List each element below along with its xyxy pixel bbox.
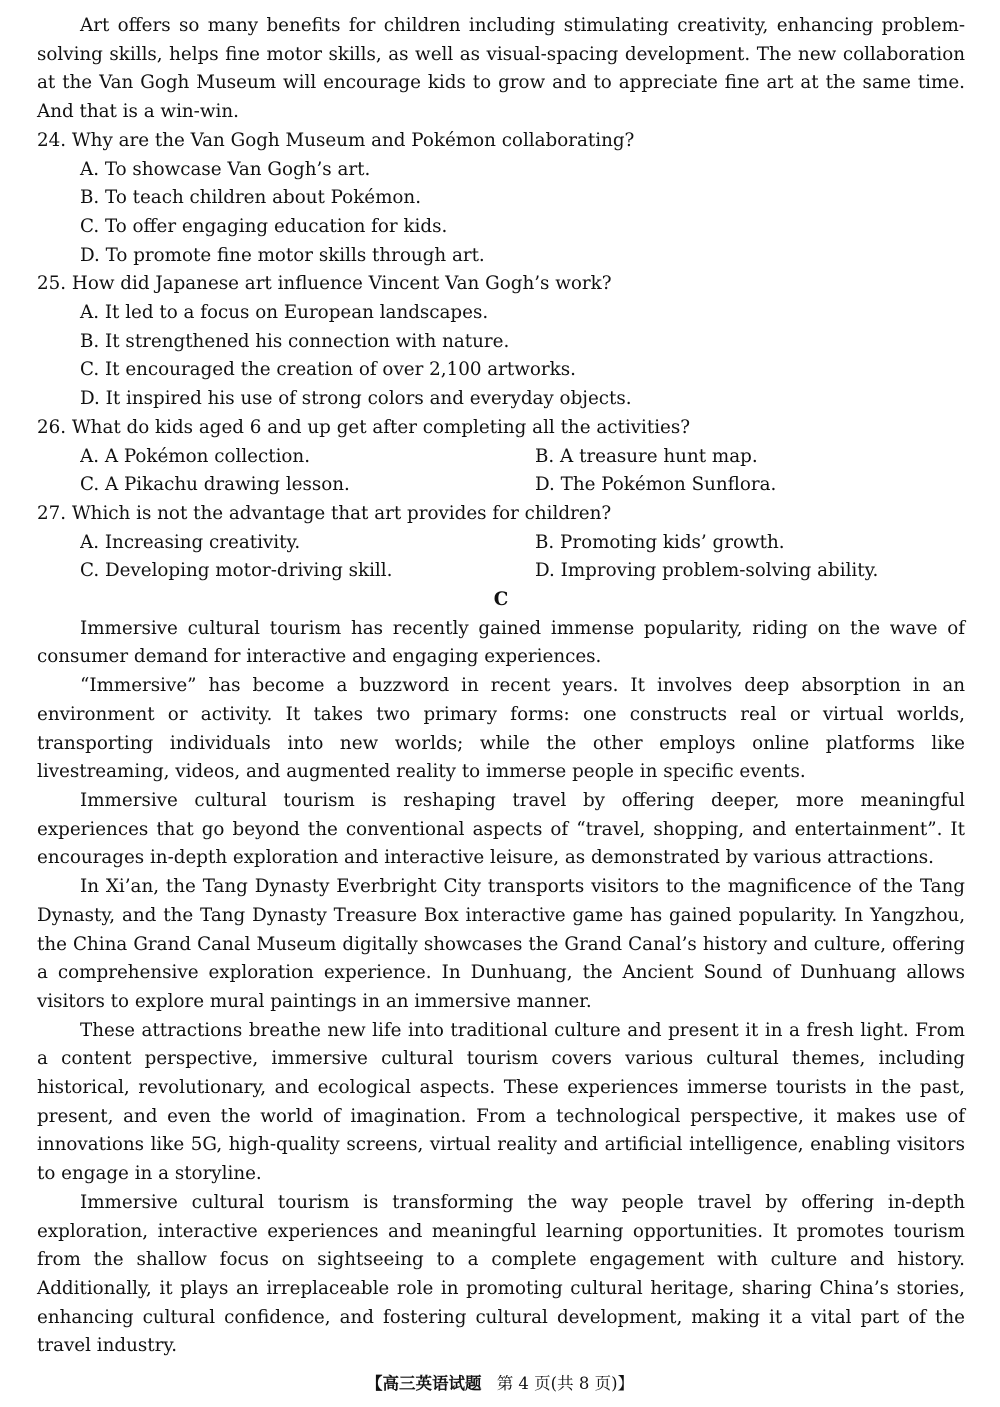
option-c: C. It encouraged the creation of over 2,100 artworks. (80, 359, 576, 381)
option-c: C. Developing motor-driving skill. (80, 560, 393, 582)
question-stem: 24. Why are the Van Gogh Museum and Pokémon collaborating? (37, 129, 635, 151)
option-a: A. A Pokémon collection. (80, 445, 311, 467)
option-d: D. The Pokémon Sunflora. (535, 474, 777, 496)
option-b: B. It strengthened his connection with nature. (80, 330, 510, 352)
section-c-paragraph: Immersive cultural tourism is reshaping travel by offering deeper, more meaningful experiences that go beyond the conventional aspects of “travel, shopping, and entertainment”. It encourages in-depth exploration and interactive leisure, as demonstrated by various attractions. (37, 789, 965, 869)
option-c: C. A Pikachu drawing lesson. (80, 474, 350, 496)
question-stem: 26. What do kids aged 6 and up get after completing all the activities? (37, 416, 691, 438)
option-a: A. It led to a focus on European landscapes. (80, 302, 489, 324)
section-c-paragraph: Immersive cultural tourism has recently gained immense popularity, riding on the wave of consumer demand for interactive and engaging experiences. (37, 617, 965, 668)
option-b: B. Promoting kids’ growth. (535, 531, 785, 553)
option-c: C. To offer engaging education for kids. (80, 215, 448, 237)
question-stem: 25. How did Japanese art influence Vincent Van Gogh’s work? (37, 273, 612, 295)
section-c-paragraph: Immersive cultural tourism is transforming the way people travel by offering in-depth exploration, interactive experiences and meaningful learning opportunities. It promotes tourism from the shallow focus on sightseeing to a complete engagement with culture and history. Additionally, it plays an irreplaceable role in promoting cultural heritage, sharing China’s stories, enhancing cultural confidence, and fostering cultural development, making it a vital part of the travel industry. (37, 1191, 965, 1357)
passage-b-ending-paragraph: Art offers so many benefits for children including stimulating creativity, enhancing problem-solving skills, helps fine motor skills, as well as visual-spacing development. The new collaboration at the Van Gogh Museum will encourage kids to grow and to appreciate fine art at the same time. And that is a win-win. (37, 15, 965, 123)
section-c-paragraph: These attractions breathe new life into traditional culture and present it in a fresh light. From a content perspective, immersive cultural tourism covers various cultural themes, including historical, revolutionary, and ecological aspects. These experiences immerse tourists in the past, present, and even the world of imagination. From a technological perspective, it makes use of innovations like 5G, high-quality screens, virtual reality and artificial intelligence, enabling visitors to engage in a storyline. (37, 1019, 965, 1185)
section-c-paragraph: “Immersive” has become a buzzword in recent years. It involves deep absorption in an environment or activity. It takes two primary forms: one constructs real or virtual worlds, transporting individuals into new worlds; while the other employs online platforms like livestreaming, videos, and augmented reality to immerse people in specific events. (37, 675, 965, 783)
option-row (37, 443, 965, 472)
question-25 (37, 270, 965, 414)
option-a: A. To showcase Van Gogh’s art. (80, 158, 371, 180)
footer-page-number: 第 4 页(共 8 页)】 (496, 1374, 635, 1393)
question-24 (37, 127, 965, 271)
option-row (37, 529, 965, 558)
question-26 (37, 414, 965, 500)
exam-page (37, 12, 965, 1361)
option-b: B. To teach children about Pokémon. (80, 187, 422, 209)
footer-exam-title: 【高三英语试题 (365, 1374, 482, 1393)
option-d: D. It inspired his use of strong colors and everyday objects. (80, 388, 632, 410)
option-row (37, 557, 965, 586)
question-stem: 27. Which is not the advantage that art provides for children? (37, 502, 612, 524)
option-b: B. A treasure hunt map. (535, 445, 758, 467)
option-row (37, 471, 965, 500)
page-footer (0, 1372, 1000, 1396)
question-27 (37, 500, 965, 586)
option-d: D. To promote fine motor skills through art. (80, 244, 485, 266)
section-c-heading: C (493, 589, 509, 611)
option-a: A. Increasing creativity. (80, 531, 301, 553)
section-c-paragraph: In Xi’an, the Tang Dynasty Everbright City transports visitors to the magnificence of the Tang Dynasty, and the Tang Dynasty Treasure Box interactive game has gained popularity. In Yangzhou, the China Grand Canal Museum digitally showcases the Grand Canal’s history and culture, offering a comprehensive exploration experience. In Dunhuang, the Ancient Sound of Dunhuang allows visitors to explore mural paintings in an immersive manner. (37, 876, 965, 1012)
option-d: D. Improving problem-solving ability. (535, 560, 879, 582)
